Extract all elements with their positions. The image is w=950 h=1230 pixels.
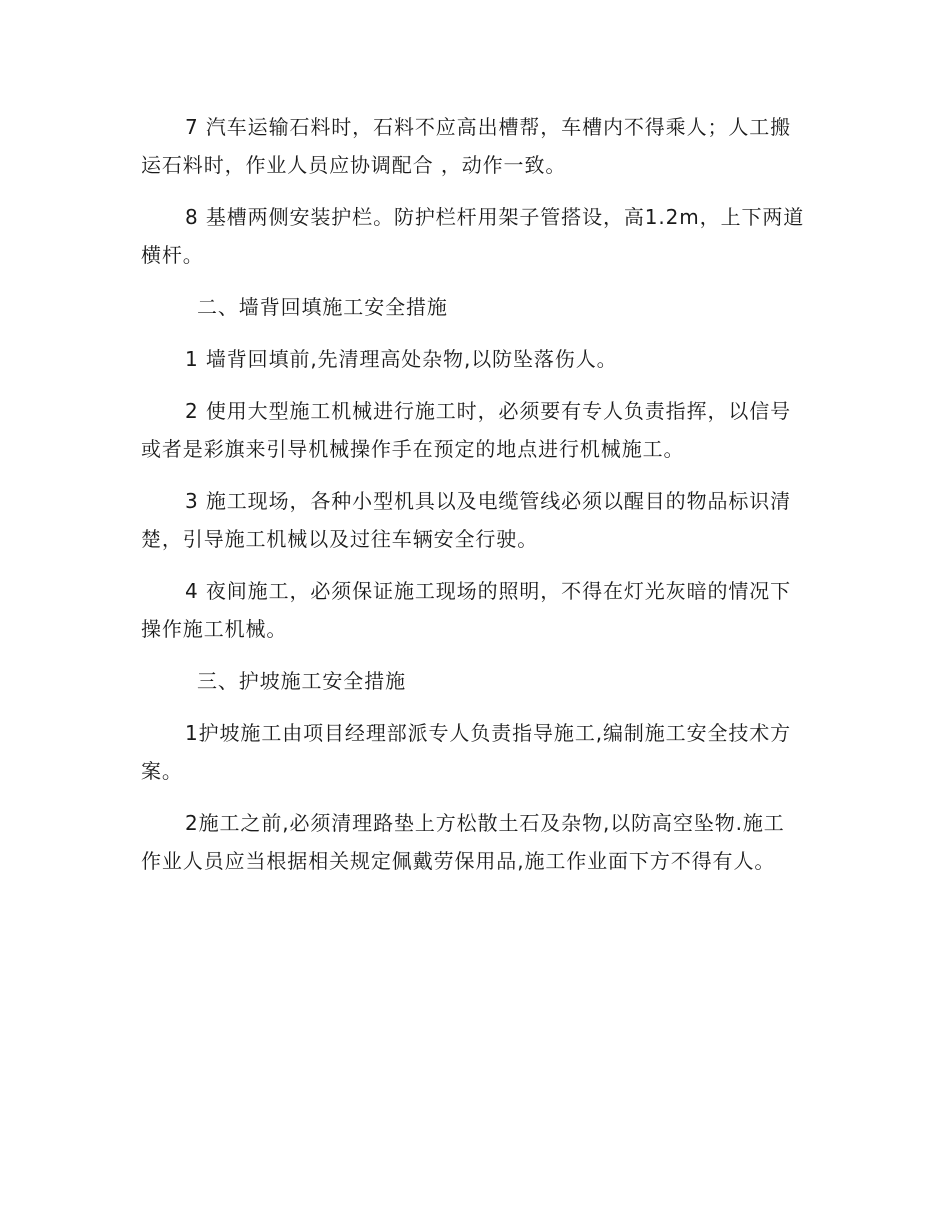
paragraph-slope-1: 1护坡施工由项目经理部派专人负责指导施工,编制施工安全技术方案。 — [141, 721, 792, 783]
section-heading-backfill: 二、墙背回填施工安全措施 — [197, 295, 448, 319]
paragraph-backfill-1: 1 墙背回填前,先清理高处杂物,以防坠落伤人。 — [185, 347, 618, 371]
document-body — [141, 108, 805, 894]
paragraph-slope-2: 2施工之前,必须清理路垫上方松散土石及杂物,以防高空坠物.施工作业人员应当根据相关规定佩戴劳保用品,施工作业面下方不得有人。 — [141, 811, 785, 873]
paragraph-backfill-2: 2 使用大型施工机械进行施工时，必须要有专人负责指挥，以信号或者是彩旗来引导机械操作手在预定的地点进行机械施工。 — [141, 399, 792, 461]
paragraph-backfill-3: 3 施工现场，各种小型机具以及电缆管线必须以醒目的物品标识清楚，引导施工机械以及过往车辆安全行驶。 — [141, 489, 792, 551]
paragraph-backfill-4: 4 夜间施工，必须保证施工现场的照明，不得在灯光灰暗的情况下操作施工机械。 — [141, 579, 792, 641]
section-heading-slope: 三、护坡施工安全措施 — [197, 669, 406, 693]
paragraph-item-8: 8 基槽两侧安装护栏。防护栏杆用架子管搭设，高1.2m，上下两道横杆。 — [141, 205, 805, 267]
paragraph-item-7: 7 汽车运输石料时，石料不应高出槽帮，车槽内不得乘人；人工搬运石料时，作业人员应协调配合 ，动作一致。 — [141, 115, 792, 177]
